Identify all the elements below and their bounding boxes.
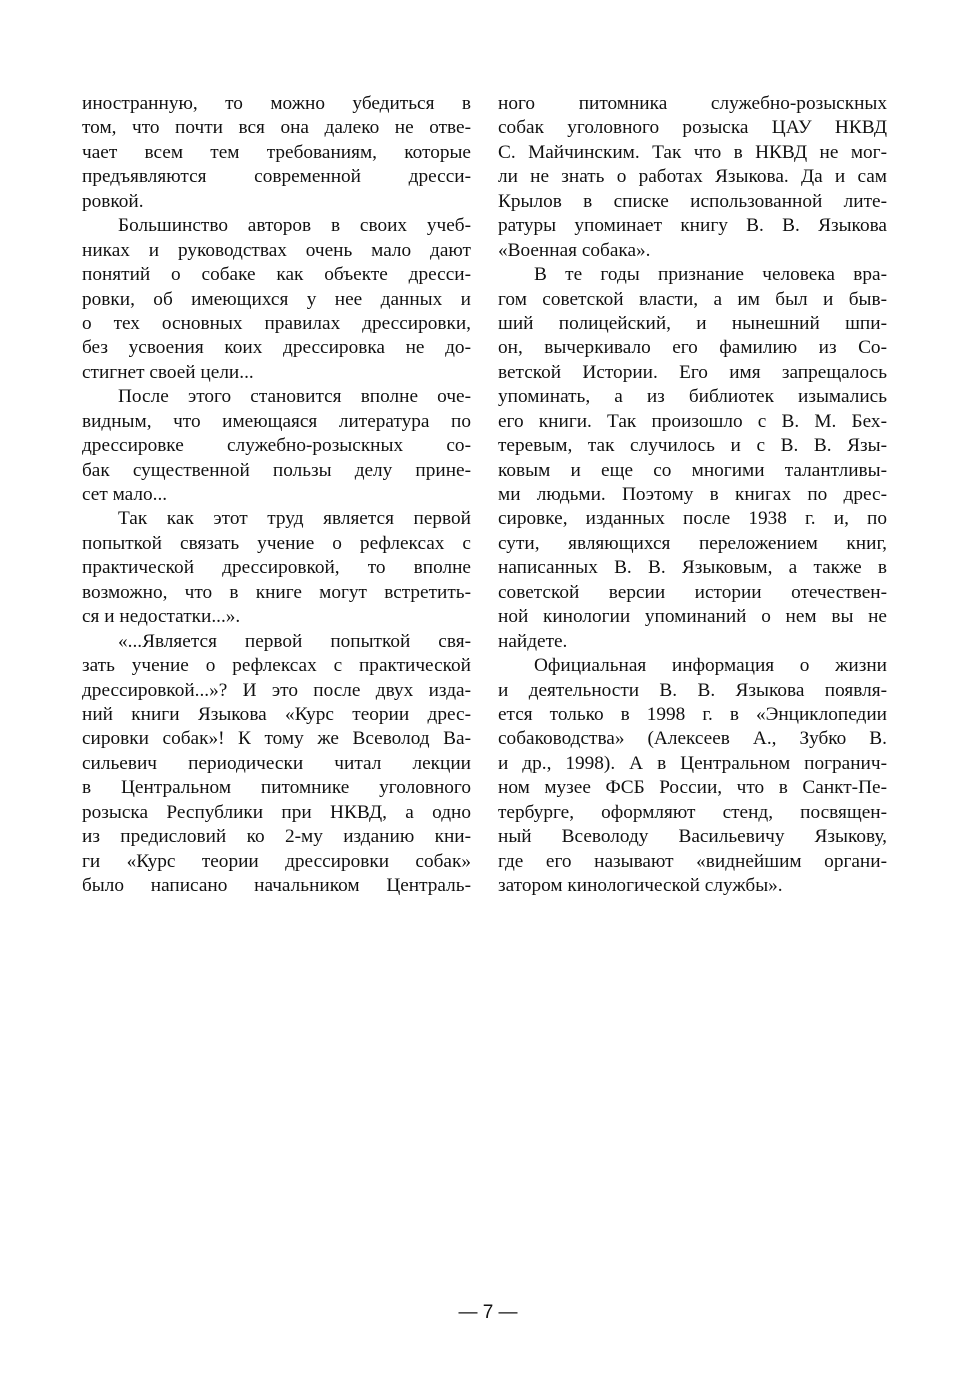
paragraph	[498, 92, 887, 263]
text-line: ли не знать о работах Языкова. Да и сам	[498, 166, 887, 188]
text-line: его книги. Так произошло с В. М. Бех-	[498, 410, 887, 432]
paragraph	[82, 92, 471, 214]
text-line: «...Является первой попыткой свя-	[118, 630, 471, 652]
text-line: С. Майчинским. Так что в НКВД не мог-	[498, 141, 887, 163]
text-line: ги «Курс теории дрессировки собак»	[82, 850, 471, 872]
text-line: ковым и еще со многими талантливы-	[498, 459, 887, 481]
left-column	[82, 92, 471, 898]
text-line: возможно, что в книге могут встретить-	[82, 581, 471, 603]
text-line: розыска Республики при НКВД, а одно	[82, 801, 471, 823]
text-line: упоминать, а из библиотек изымались	[498, 386, 887, 408]
text-line: видным, что имеющаяся литература по	[82, 410, 471, 432]
paragraph	[498, 654, 887, 898]
text-line: понятий о собаке как объекте дресси-	[82, 264, 471, 286]
text-line: собаководства» (Алексеев А., Зубко В.	[498, 728, 887, 750]
text-line: зать учение о рефлексах с практической	[82, 655, 471, 677]
text-line: ного питомника служебно-розыскных	[498, 93, 887, 114]
text-line: том, что почти вся она далеко не отве-	[82, 117, 471, 139]
text-line: сильевич периодически читал лекции	[82, 752, 471, 774]
text-line: ший полицейский, и нынешний шпи-	[498, 312, 887, 334]
text-line: попыткой связать учение о рефлексах с	[82, 532, 471, 554]
text-line: иностранную, то можно убедиться в	[82, 93, 471, 114]
text-line: без усвоения коих дрессировка не до-	[82, 337, 471, 359]
text-line: После этого становится вполне оче-	[118, 386, 471, 408]
text-line: бак существенной пользы делу прине-	[82, 459, 471, 481]
text-line: в Центральном питомнике уголовного	[82, 777, 471, 799]
text-line: гом советской власти, а им был и быв-	[498, 288, 887, 310]
text-line: он, вычеркивало его фамилию из Со-	[498, 337, 887, 359]
text-line: сировке, изданных после 1938 г. и, по	[498, 508, 887, 530]
text-line: В те годы признание человека вра-	[534, 264, 887, 286]
paragraph	[498, 263, 887, 654]
right-column	[498, 92, 887, 898]
text-line: сировки собак»! К тому же Всеволод Ва-	[82, 728, 471, 750]
text-line: найдете.	[498, 630, 568, 652]
text-line: тербурге, оформляют стенд, посвящен-	[498, 801, 887, 823]
text-line: дрессировке служебно-розыскных со-	[82, 435, 471, 457]
text-line: ся и недостатки...».	[82, 606, 241, 628]
text-line: дрессировкой...»? И это после двух изда-	[82, 679, 471, 701]
text-line: теревым, так случилось и с В. В. Язы-	[498, 435, 887, 457]
text-line: ный Всеволоду Васильевичу Языкову,	[498, 826, 887, 848]
text-line: ной кинологии упоминаний о нем вы не	[498, 606, 887, 628]
text-line: ний книги Языкова «Курс теории дрес-	[82, 703, 471, 725]
text-line: ми людьми. Поэтому в книгах по дрес-	[498, 484, 887, 505]
text-line: стигнет своей цели...	[82, 361, 254, 383]
text-line: написанных В. В. Языковым, а также в	[498, 557, 887, 579]
text-line: сути, являющихся переложением книг,	[498, 532, 887, 554]
text-line: Официальная информация о жизни	[534, 655, 887, 677]
text-line: никах и руководствах очень мало дают	[82, 239, 471, 261]
text-line: и деятельности В. В. Языкова появля-	[498, 679, 887, 701]
text-line: ном музее ФСБ России, что в Санкт-Пе-	[498, 777, 887, 799]
text-line: ется только в 1998 г. в «Энциклопедии	[498, 703, 887, 725]
text-line: собак уголовного розыска ЦАУ НКВД	[498, 117, 887, 139]
text-line: предъявляются современной дресси-	[82, 166, 471, 188]
text-line: ратуры упоминает книгу В. В. Языкова	[498, 215, 887, 237]
page-number: — 7 —	[458, 1302, 518, 1323]
text-line: чает всем тем требованиям, которые	[82, 141, 471, 163]
text-line: затором кинологической службы».	[498, 875, 783, 896]
text-line: где его называют «виднейшим органи-	[498, 850, 887, 872]
text-line: Так как этот труд является первой	[118, 508, 471, 530]
paragraph	[82, 630, 471, 899]
text-line: практической дрессировкой, то вполне	[82, 557, 471, 579]
text-line: ровки, об имеющихся у нее данных и	[82, 288, 471, 310]
text-line: и др., 1998). А в Центральном погранич-	[498, 752, 887, 774]
text-line: Крылов в списке использованной лите-	[498, 190, 887, 212]
text-line: ровкой.	[82, 190, 144, 212]
text-line: ветской Истории. Его имя запрещалось	[498, 361, 887, 383]
text-line: советской версии истории отечествен-	[498, 581, 887, 603]
paragraph	[82, 385, 471, 507]
text-line: было написано начальником Централь-	[82, 875, 471, 896]
text-line: из предисловий ко 2-му изданию кни-	[82, 826, 471, 848]
text-line: «Военная собака».	[498, 239, 651, 261]
paragraph	[82, 507, 471, 629]
paragraph	[82, 214, 471, 385]
text-line: сет мало...	[82, 484, 168, 505]
text-line: о тех основных правилах дрессировки,	[82, 312, 471, 334]
text-line: Большинство авторов в своих учеб-	[118, 215, 471, 237]
